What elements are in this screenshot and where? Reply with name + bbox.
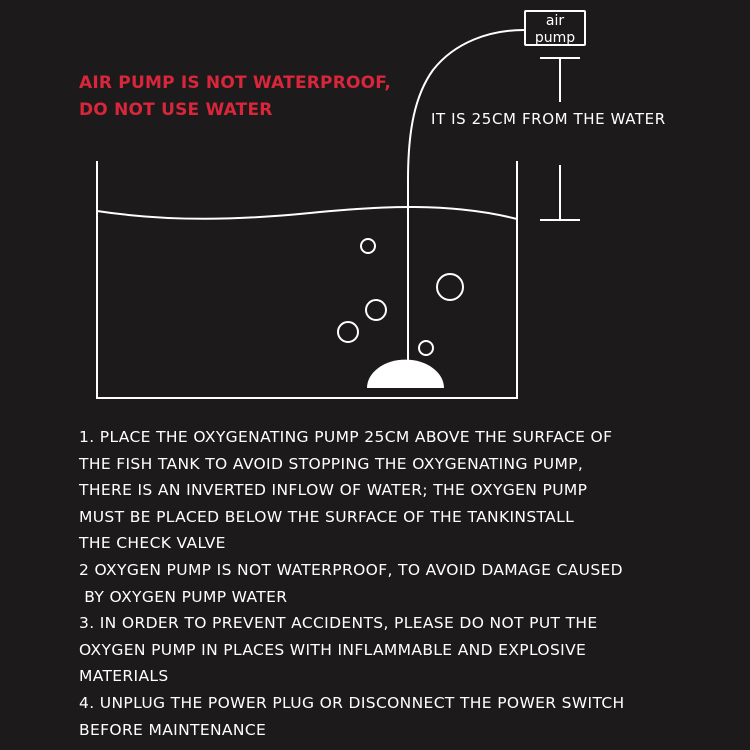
bubble <box>437 274 463 300</box>
air-pump-label-line1: air <box>545 13 565 29</box>
instruction-line: 1. PLACE THE OXYGENATING PUMP 25CM ABOVE THE SURFACE OF <box>79 428 613 446</box>
bubble <box>366 300 386 320</box>
water-surface-line <box>97 207 517 219</box>
air-stone <box>367 360 444 388</box>
instruction-line: MATERIALS <box>79 667 169 686</box>
air-tube <box>408 30 524 360</box>
instruction-line: BEFORE MAINTENANCE <box>79 720 267 739</box>
distance-marker <box>540 58 580 220</box>
instruction-line: THE CHECK VALVE <box>79 534 226 553</box>
instruction-line: OXYGEN PUMP IN PLACES WITH INFLAMMABLE AND EXPLOSIVE <box>79 640 587 659</box>
instruction-line: 3. IN ORDER TO PREVENT ACCIDENTS, PLEASE DO NOT PUT THE <box>79 614 598 633</box>
air-pump-label-line2: pump <box>534 30 576 46</box>
instruction-line: MUST BE PLACED BELOW THE SURFACE OF THE TANKINSTALL <box>79 507 575 526</box>
bubble <box>361 239 375 253</box>
instruction-line: THE FISH TANK TO AVOID STOPPING THE OXYGENATING PUMP, <box>79 454 584 473</box>
fish-tank-outline <box>97 161 517 398</box>
distance-note: IT IS 25CM FROM THE WATER <box>431 110 666 128</box>
instruction-line: 4. UNPLUG THE POWER PLUG OR DISCONNECT THE POWER SWITCH <box>79 693 625 712</box>
instruction-line: THERE IS AN INVERTED INFLOW OF WATER; THE OXYGEN PUMP <box>79 481 588 500</box>
instructions-list <box>79 424 739 743</box>
instruction-line: BY OXYGEN PUMP WATER <box>79 587 288 606</box>
warning-line-1: AIR PUMP IS NOT WATERPROOF, <box>79 73 392 93</box>
instruction-line: 2 OXYGEN PUMP IS NOT WATERPROOF, TO AVOID DAMAGE CAUSED <box>79 560 623 579</box>
bubble <box>419 341 433 355</box>
warning-line-2: DO NOT USE WATER <box>79 100 273 120</box>
bubble <box>338 322 358 342</box>
waterproof-warning <box>79 70 391 124</box>
air-pump-box <box>524 10 586 46</box>
